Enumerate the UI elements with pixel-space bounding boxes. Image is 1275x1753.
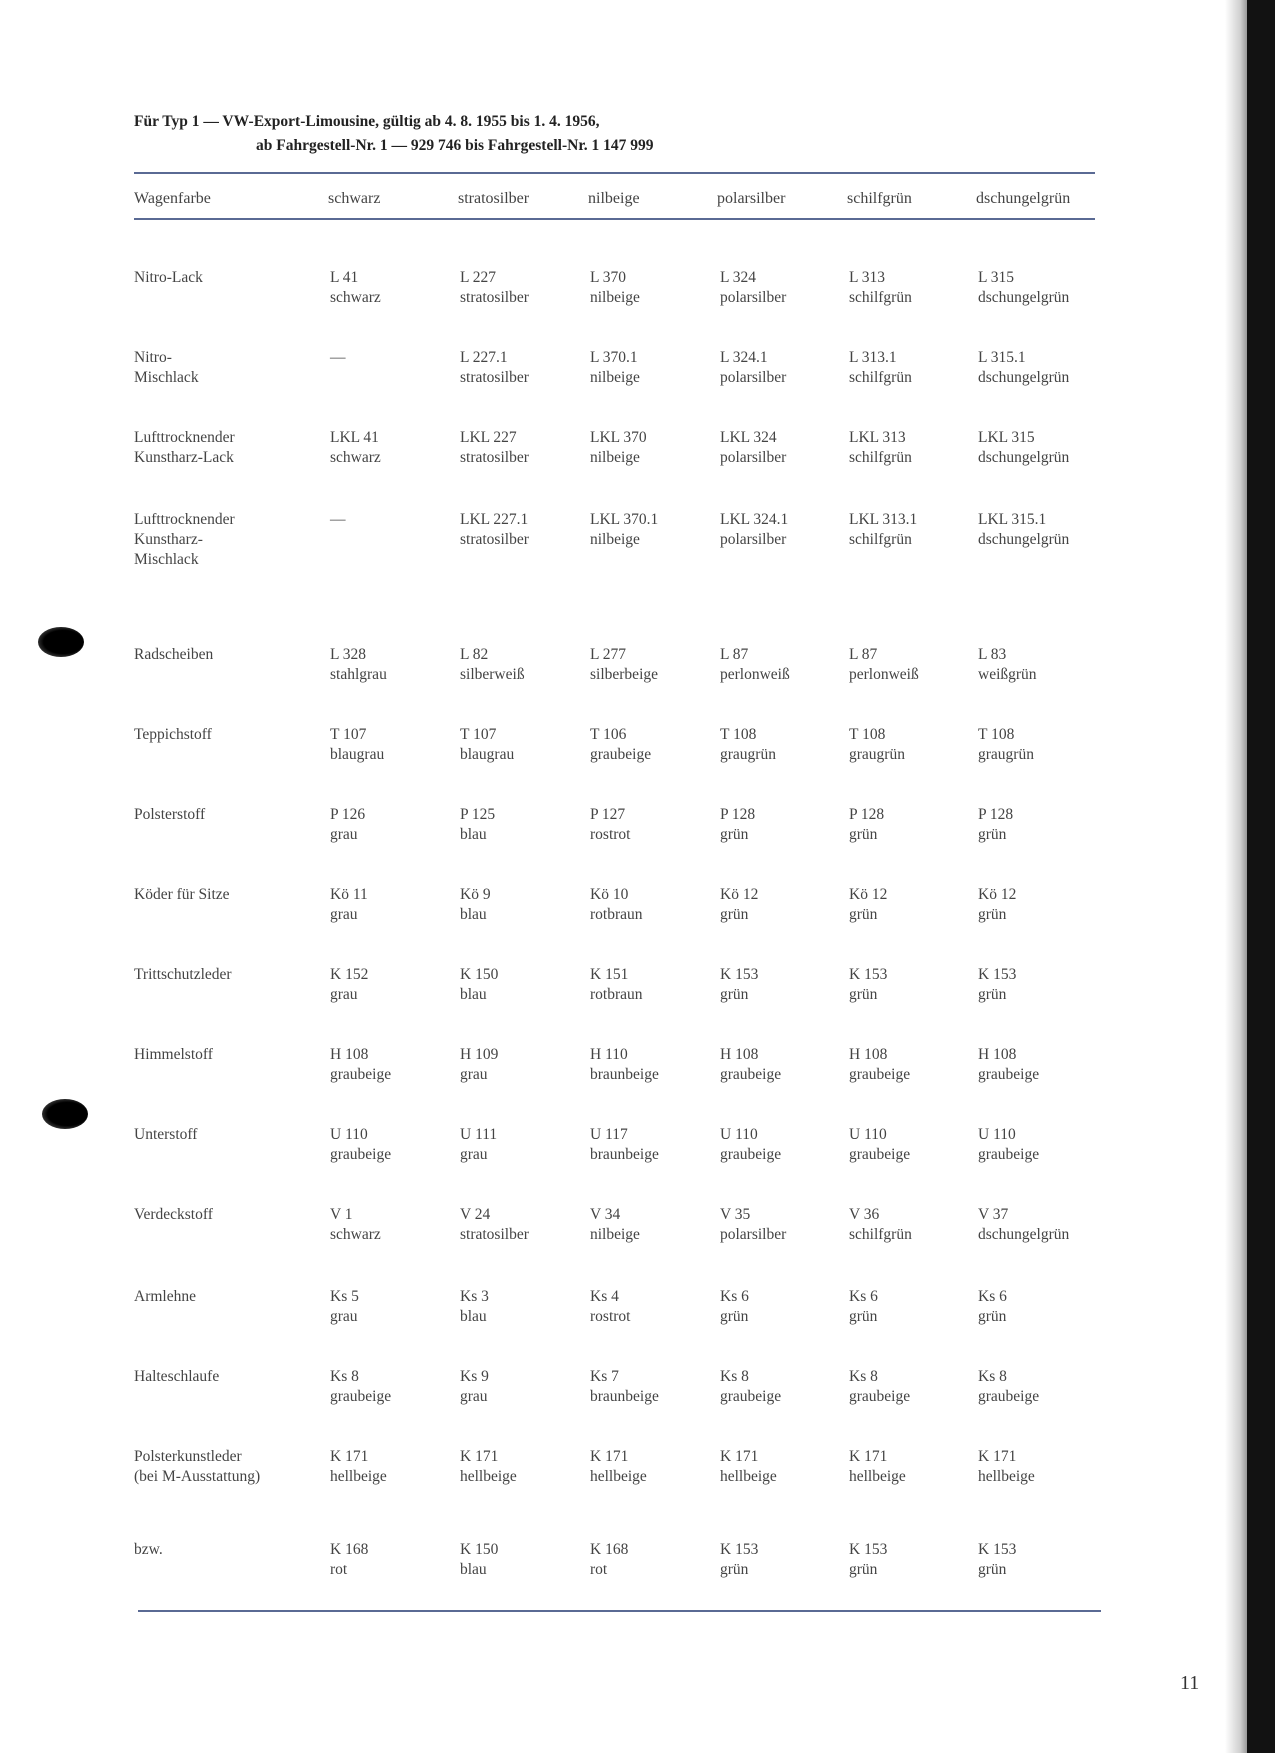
table-cell: Ks 6 grün xyxy=(720,1288,749,1325)
header-line-2: ab Fahrgestell-Nr. 1 — 929 746 bis Fahrgestell-Nr. 1 147 999 xyxy=(256,137,654,154)
table-cell: K 171 hellbeige xyxy=(590,1448,647,1485)
table-cell: U 111 grau xyxy=(460,1126,498,1163)
table-cell: Ks 8 graubeige xyxy=(720,1368,782,1405)
row-label: Armlehne xyxy=(134,1288,196,1305)
table-cell: Ks 5 grau xyxy=(330,1288,359,1325)
column-header: stratosilber xyxy=(458,190,530,207)
table-cell: P 128 grün xyxy=(849,806,885,843)
table-cell: V 34 nilbeige xyxy=(590,1206,640,1243)
table-cell: Kö 12 grün xyxy=(978,886,1017,923)
table-cell: H 109 grau xyxy=(460,1046,499,1083)
row-label: Polsterstoff xyxy=(134,806,206,823)
table-cell: Kö 12 grün xyxy=(849,886,888,923)
table-cell: LKL 313 schilfgrün xyxy=(849,429,912,466)
table-cell: T 108 graugrün xyxy=(849,726,905,763)
table-cell: T 108 graugrün xyxy=(978,726,1034,763)
table-cell: L 87 perlonweiß xyxy=(849,646,919,683)
table-cell: V 1 schwarz xyxy=(330,1206,381,1243)
table-cell: LKL 315.1 dschungelgrün xyxy=(978,511,1070,548)
header-line-1: Für Typ 1 — VW-Export-Limousine, gültig ab 4. 8. 1955 bis 1. 4. 1956, xyxy=(134,113,600,130)
table-cell: L 315.1 dschungelgrün xyxy=(978,349,1070,386)
table-cell: K 168 rot xyxy=(330,1541,369,1578)
table-cell: Ks 8 graubeige xyxy=(849,1368,911,1405)
table-cell: K 171 hellbeige xyxy=(978,1448,1035,1485)
table-cell: Kö 10 rotbraun xyxy=(590,886,643,923)
table-header-rule xyxy=(134,218,1095,220)
table-cell: P 126 grau xyxy=(330,806,366,843)
row-label: Radscheiben xyxy=(134,646,214,663)
table-cell: P 128 grün xyxy=(978,806,1014,843)
table-cell: K 153 grün xyxy=(720,966,759,1003)
row-label: Köder für Sitze xyxy=(134,886,230,903)
table-cell: K 153 grün xyxy=(849,966,888,1003)
table-cell: L 87 perlonweiß xyxy=(720,646,790,683)
table-cell: K 153 grün xyxy=(978,966,1017,1003)
table-cell: K 152 grau xyxy=(330,966,369,1003)
table-cell: Ks 6 grün xyxy=(978,1288,1007,1325)
row-label: Lufttrocknender Kunstharz- Mischlack xyxy=(134,511,235,568)
table-cell: L 82 silberweiß xyxy=(460,646,525,683)
table-bottom-rule xyxy=(138,1610,1101,1612)
table-cell: V 36 schilfgrün xyxy=(849,1206,912,1243)
table-cell: T 108 graugrün xyxy=(720,726,776,763)
table-cell: K 153 grün xyxy=(720,1541,759,1578)
table-cell: L 324.1 polarsilber xyxy=(720,349,787,386)
column-header: dschungelgrün xyxy=(976,190,1071,207)
table-cell: Ks 8 graubeige xyxy=(978,1368,1040,1405)
table-cell: LKL 313.1 schilfgrün xyxy=(849,511,918,548)
table-cell: H 108 graubeige xyxy=(720,1046,782,1083)
table-cell: Ks 3 blau xyxy=(460,1288,489,1325)
table-cell: K 171 hellbeige xyxy=(720,1448,777,1485)
table-cell: U 110 graubeige xyxy=(720,1126,782,1163)
punch-hole xyxy=(42,1099,88,1129)
row-label: Unterstoff xyxy=(134,1126,198,1143)
table-cell: V 35 polarsilber xyxy=(720,1206,787,1243)
table-cell: LKL 227 stratosilber xyxy=(460,429,529,466)
row-label: bzw. xyxy=(134,1541,163,1558)
row-label: Teppichstoff xyxy=(134,726,212,743)
table-cell: K 153 grün xyxy=(849,1541,888,1578)
column-header: schilfgrün xyxy=(847,190,912,207)
table-cell: P 128 grün xyxy=(720,806,756,843)
row-label: Himmelstoff xyxy=(134,1046,213,1063)
table-cell: L 315 dschungelgrün xyxy=(978,269,1070,306)
table-cell: L 328 stahlgrau xyxy=(330,646,387,683)
table-cell: H 108 graubeige xyxy=(330,1046,392,1083)
table-cell: — xyxy=(330,349,346,366)
scan-edge-shadow xyxy=(1225,0,1247,1753)
table-cell: H 108 graubeige xyxy=(978,1046,1040,1083)
table-cell: L 313 schilfgrün xyxy=(849,269,912,306)
table-cell: K 153 grün xyxy=(978,1541,1017,1578)
table-cell: H 110 braunbeige xyxy=(590,1046,659,1083)
table-cell: LKL 41 schwarz xyxy=(330,429,381,466)
table-cell: K 171 hellbeige xyxy=(460,1448,517,1485)
table-cell: K 171 hellbeige xyxy=(330,1448,387,1485)
table-cell: LKL 370 nilbeige xyxy=(590,429,647,466)
table-cell: L 41 schwarz xyxy=(330,269,381,306)
table-cell: L 227.1 stratosilber xyxy=(460,349,529,386)
table-cell: Kö 11 grau xyxy=(330,886,368,923)
row-label: Verdeckstoff xyxy=(134,1206,213,1223)
page-number: 11 xyxy=(1180,1672,1200,1694)
table-cell: LKL 324.1 polarsilber xyxy=(720,511,789,548)
table-cell: T 106 graubeige xyxy=(590,726,652,763)
column-header-label: Wagenfarbe xyxy=(134,190,211,207)
table-cell: P 125 blau xyxy=(460,806,496,843)
table-cell: U 110 graubeige xyxy=(978,1126,1040,1163)
punch-hole xyxy=(38,627,84,657)
table-cell: L 277 silberbeige xyxy=(590,646,659,683)
table-cell: L 313.1 schilfgrün xyxy=(849,349,912,386)
column-header: polarsilber xyxy=(717,190,786,207)
column-header: schwarz xyxy=(328,190,381,207)
table-cell: Ks 4 rostrot xyxy=(590,1288,631,1325)
table-cell: K 171 hellbeige xyxy=(849,1448,906,1485)
table-cell: K 168 rot xyxy=(590,1541,629,1578)
table-cell: U 110 graubeige xyxy=(849,1126,911,1163)
row-label: Trittschutzleder xyxy=(134,966,232,983)
table-cell: T 107 blaugrau xyxy=(330,726,385,763)
row-label: Nitro- Mischlack xyxy=(134,349,199,386)
table-cell: L 324 polarsilber xyxy=(720,269,787,306)
table-cell: K 151 rotbraun xyxy=(590,966,643,1003)
table-cell: LKL 324 polarsilber xyxy=(720,429,787,466)
table-cell: — xyxy=(330,511,346,528)
table-cell: Ks 8 graubeige xyxy=(330,1368,392,1405)
table-cell: LKL 315 dschungelgrün xyxy=(978,429,1070,466)
table-cell: U 110 graubeige xyxy=(330,1126,392,1163)
table-cell: U 117 braunbeige xyxy=(590,1126,659,1163)
table-cell: H 108 graubeige xyxy=(849,1046,911,1083)
table-cell: P 127 rostrot xyxy=(590,806,631,843)
table-cell: T 107 blaugrau xyxy=(460,726,515,763)
table-cell: LKL 227.1 stratosilber xyxy=(460,511,529,548)
row-label: Halteschlaufe xyxy=(134,1368,220,1385)
table-cell: L 83 weißgrün xyxy=(978,646,1037,683)
row-label: Nitro-Lack xyxy=(134,269,203,286)
table-cell: Kö 9 blau xyxy=(460,886,491,923)
table-cell: L 370 nilbeige xyxy=(590,269,640,306)
table-cell: L 227 stratosilber xyxy=(460,269,529,306)
scan-edge xyxy=(1247,0,1275,1753)
table-cell: K 150 blau xyxy=(460,966,499,1003)
row-label: Polsterkunstleder (bei M-Ausstattung) xyxy=(134,1448,261,1485)
table-cell: V 37 dschungelgrün xyxy=(978,1206,1070,1243)
table-cell: Ks 6 grün xyxy=(849,1288,878,1325)
table-cell: Ks 9 grau xyxy=(460,1368,489,1405)
document-header xyxy=(134,113,654,161)
table-cell: K 150 blau xyxy=(460,1541,499,1578)
table-cell: LKL 370.1 nilbeige xyxy=(590,511,659,548)
row-label: Lufttrocknender Kunstharz-Lack xyxy=(134,429,235,466)
table-top-rule xyxy=(134,172,1095,174)
table-cell: Kö 12 grün xyxy=(720,886,759,923)
column-header: nilbeige xyxy=(588,190,640,207)
table-cell: V 24 stratosilber xyxy=(460,1206,529,1243)
table-cell: L 370.1 nilbeige xyxy=(590,349,640,386)
table-cell: Ks 7 braunbeige xyxy=(590,1368,659,1405)
